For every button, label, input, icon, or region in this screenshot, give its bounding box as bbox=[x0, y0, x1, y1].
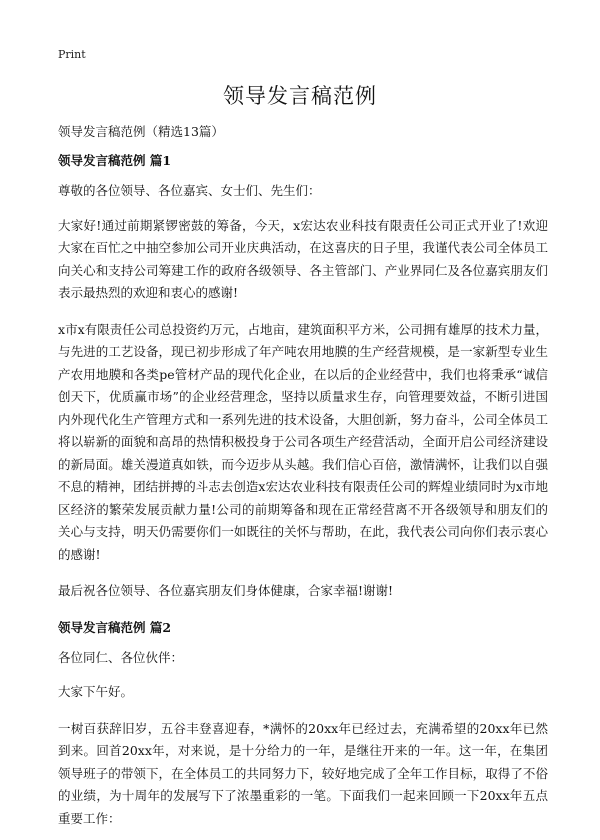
section-2 bbox=[58, 617, 548, 831]
paragraph: 各位同仁、各位伙伴： bbox=[58, 649, 184, 665]
page-title: 领导发言稿范例 bbox=[223, 84, 377, 108]
paragraph: 大家好!通过前期紧锣密鼓的筹备，今天，x宏达农业科技有限责任公司正式开业了!欢迎大家在百忙之中抽空参加公司开业庆典活动，在这喜庆的日子里，我谨代表公司全体员工向关心和支持公司筹建工作的政府各级领导、各主管部门、产业界同仁及各位嘉宾朋友们表示最热烈的欢迎和衷心的感谢! bbox=[58, 217, 548, 300]
paragraph: 最后祝各位领导、各位嘉宾朋友们身体健康，合家幸福!谢谢! bbox=[58, 583, 394, 598]
paragraph: x市x有限责任公司总投资约万元，占地亩，建筑面积平方米，公司拥有雄厚的技术力量，与先进的工艺设备，现已初步形成了年产吨农用地膜的生产经营规模，是一家新型专业生产农用地膜和各类pe管材产品的现代化企业，在以后的企业经营中，我们也将秉承“诚信创天下，优质赢市场”的企业经营理念，坚持以质量求生存，向管理要效益，不断引进国内外现代化生产管理方式和一系列先进的技术设备，大胆创新，努力奋斗，公司全体员工将以崭新的面貌和高昂的热情积极投身于公司各项生产经营活动，全面开启公司经济建设的新局面。雄关漫道真如铁，而今迈步从头越。我们信心百倍，激情满怀，让我们以自强不息的精神，团结拼搏的斗志去创造x宏达农业科技有限责任公司的辉煌业绩同时为x市地区经济的繁荣发展贡献力量!公司的前期筹备和现在正常经营离不开各级领导和朋友们的关心与支持，明天仍需要你们一如既往的关怀与帮助，在此，我代表公司向你们表示衷心的感谢! bbox=[58, 321, 548, 562]
section-heading: 领导发言稿范例 篇2 bbox=[58, 619, 172, 635]
document-subtitle: 领导发言稿范例（精选13篇） bbox=[58, 124, 224, 139]
paragraph: 大家下午好。 bbox=[58, 684, 134, 699]
section-1 bbox=[58, 150, 548, 603]
paragraph: 一树百获辞旧岁，五谷丰登喜迎春，*满怀的20xx年已经过去，充满希望的20xx年已然到来。回首20xx年，对来说，是十分给力的一年，是继往开来的一年。这一年，在集团领导班子的带领下，在全体员工的共同努力下，较好地完成了全年工作目标，取得了不俗的业绩，为十周年的发展写下了浓墨重彩的一笔。下面我们一起来回顾一下20xx年五点重要工作： bbox=[58, 720, 548, 826]
paragraph: 尊敬的各位领导、各位嘉宾、女士们、先生们： bbox=[58, 183, 321, 198]
section-heading: 领导发言稿范例 篇1 bbox=[58, 153, 172, 168]
document-body bbox=[58, 150, 548, 840]
print-link[interactable]: Print bbox=[58, 48, 86, 61]
